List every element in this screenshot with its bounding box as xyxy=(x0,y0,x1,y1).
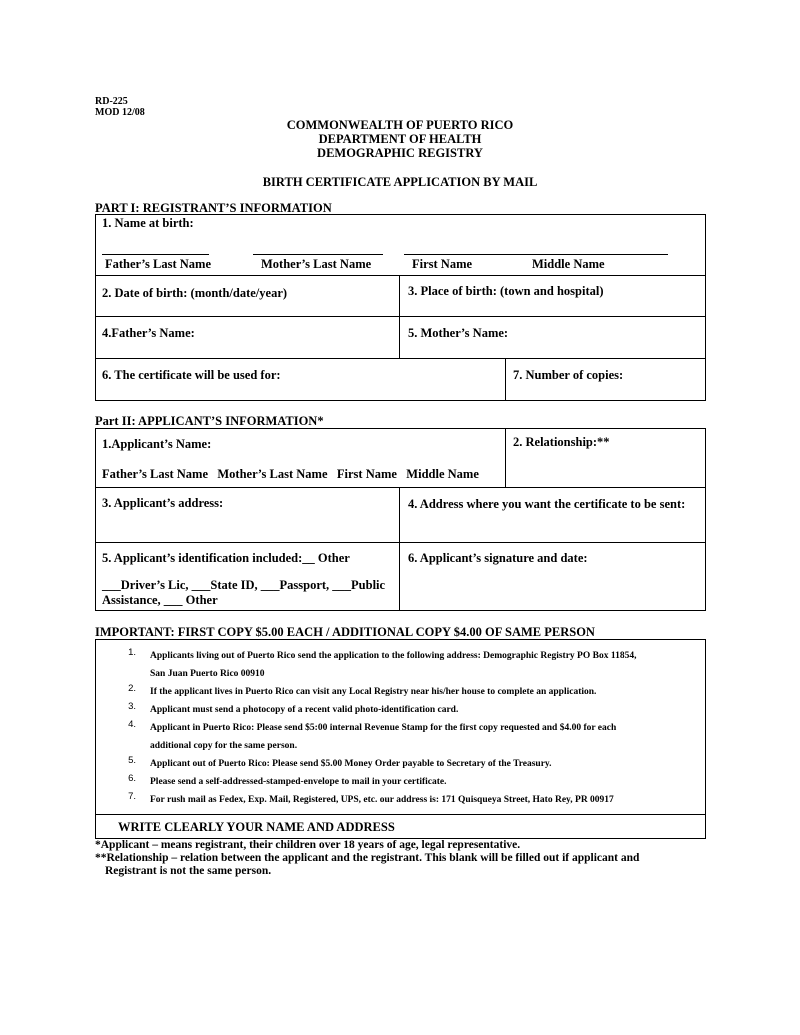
place-of-birth-field[interactable]: 3. Place of birth: (town and hospital) xyxy=(408,284,604,298)
part1-title: PART I: REGISTRANT’S INFORMATION xyxy=(95,201,332,215)
divider xyxy=(399,487,400,611)
list-item xyxy=(120,773,700,791)
middle-name-label: Middle Name xyxy=(532,257,605,271)
list-item-text: Applicant in Puerto Rico: Please send $5:00 internal Revenue Stamp for the first copy requested and $4.00 for each xyxy=(150,723,617,733)
id-options-line2[interactable]: Assistance, ___ Other xyxy=(102,593,218,607)
list-item-number: 7. xyxy=(128,791,136,802)
divider xyxy=(95,275,706,276)
fathers-name-field[interactable]: 4.Father’s Name: xyxy=(102,326,195,340)
list-item-number: 5. xyxy=(128,755,136,766)
applicant-name-parts-label: Father’s Last Name Mother’s Last Name First Name Middle Name xyxy=(102,467,479,481)
org-department: DEPARTMENT OF HEALTH xyxy=(318,132,482,146)
org-registry: DEMOGRAPHIC REGISTRY xyxy=(317,146,483,160)
mothers-last-name-field[interactable] xyxy=(253,254,383,255)
mothers-name-field[interactable]: 5. Mother’s Name: xyxy=(408,326,509,340)
mothers-last-name-label: Mother’s Last Name xyxy=(261,257,372,271)
middle-name-field[interactable] xyxy=(524,254,668,255)
first-name-field[interactable] xyxy=(404,254,524,255)
part2-title: Part II: APPLICANT’S INFORMATION* xyxy=(95,414,324,428)
number-of-copies-field[interactable]: 7. Number of copies: xyxy=(513,368,624,382)
certificate-use-field[interactable]: 6. The certificate will be used for: xyxy=(102,368,281,382)
list-item-number: 3. xyxy=(128,701,136,712)
date-of-birth-field[interactable]: 2. Date of birth: (month/date/year) xyxy=(102,286,288,300)
list-item-text: Applicant must send a photocopy of a recent valid photo-identification card. xyxy=(150,705,459,715)
relationship-footnote: **Relationship – relation between the applicant and the registrant. This blank will be filled out if applicant and xyxy=(95,852,640,864)
list-item-text: For rush mail as Fedex, Exp. Mail, Registered, UPS, etc. our address is: 171 Quisqueya Street, Hato Rey, PR 00917 xyxy=(150,795,614,805)
write-clearly-label: WRITE CLEARLY YOUR NAME AND ADDRESS xyxy=(118,820,395,834)
divider xyxy=(95,358,706,359)
applicant-name-field[interactable]: 1.Applicant’s Name: xyxy=(102,437,212,451)
divider xyxy=(399,275,400,359)
important-title: IMPORTANT: FIRST COPY $5.00 EACH / ADDITIONAL COPY $4.00 OF SAME PERSON xyxy=(95,625,595,639)
list-item-text: Applicant out of Puerto Rico: Please send $5.00 Money Order payable to Secretary of the Treasury. xyxy=(150,759,552,769)
mailing-address-field[interactable]: 4. Address where you want the certificate to be sent: xyxy=(408,497,686,511)
divider xyxy=(505,358,506,401)
list-item xyxy=(120,719,700,755)
fathers-last-name-field[interactable] xyxy=(102,254,209,255)
list-item xyxy=(120,701,700,719)
relationship-footnote-cont: Registrant is not the same person. xyxy=(105,865,272,877)
list-item-text: additional copy for the same person. xyxy=(150,741,298,751)
list-item-text: Please send a self-addressed-stamped-envelope to mail in your certificate. xyxy=(150,777,447,787)
relationship-field[interactable]: 2. Relationship:** xyxy=(513,435,610,449)
first-name-label: First Name xyxy=(412,257,473,271)
instructions-list xyxy=(120,647,700,809)
list-item xyxy=(120,755,700,773)
id-options-line1[interactable]: ___Driver’s Lic, ___State ID, ___Passport, ___Public xyxy=(102,578,386,592)
list-item-text: Applicants living out of Puerto Rico send the application to the following address: Demographic Registry PO Box 11854, xyxy=(150,651,637,661)
applicant-footnote: *Applicant – means registrant, their children over 18 years of age, legal representative. xyxy=(95,839,521,851)
list-item-number: 6. xyxy=(128,773,136,784)
identification-field[interactable]: 5. Applicant’s identification included:__ Other xyxy=(102,551,350,565)
divider xyxy=(95,814,706,815)
list-item-number: 1. xyxy=(128,647,136,658)
divider xyxy=(95,487,706,488)
list-item xyxy=(120,683,700,701)
form-number: RD-225 xyxy=(95,96,128,107)
name-at-birth-label: 1. Name at birth: xyxy=(102,216,194,230)
org-commonwealth: COMMONWEALTH OF PUERTO RICO xyxy=(286,118,514,132)
list-item xyxy=(120,791,700,809)
list-item-number: 4. xyxy=(128,719,136,730)
form-title: BIRTH CERTIFICATE APPLICATION BY MAIL xyxy=(262,175,538,189)
divider xyxy=(95,316,706,317)
divider xyxy=(95,542,706,543)
list-item-text: San Juan Puerto Rico 00910 xyxy=(150,669,265,679)
list-item-text: If the applicant lives in Puerto Rico can visit any Local Registry near his/her house to complete an application. xyxy=(150,687,597,697)
list-item xyxy=(120,647,700,683)
form-mod-date: MOD 12/08 xyxy=(95,107,145,118)
list-item-number: 2. xyxy=(128,683,136,694)
divider xyxy=(505,428,506,487)
signature-field[interactable]: 6. Applicant’s signature and date: xyxy=(408,551,588,565)
applicant-address-field[interactable]: 3. Applicant’s address: xyxy=(102,496,224,510)
fathers-last-name-label: Father’s Last Name xyxy=(105,257,211,271)
